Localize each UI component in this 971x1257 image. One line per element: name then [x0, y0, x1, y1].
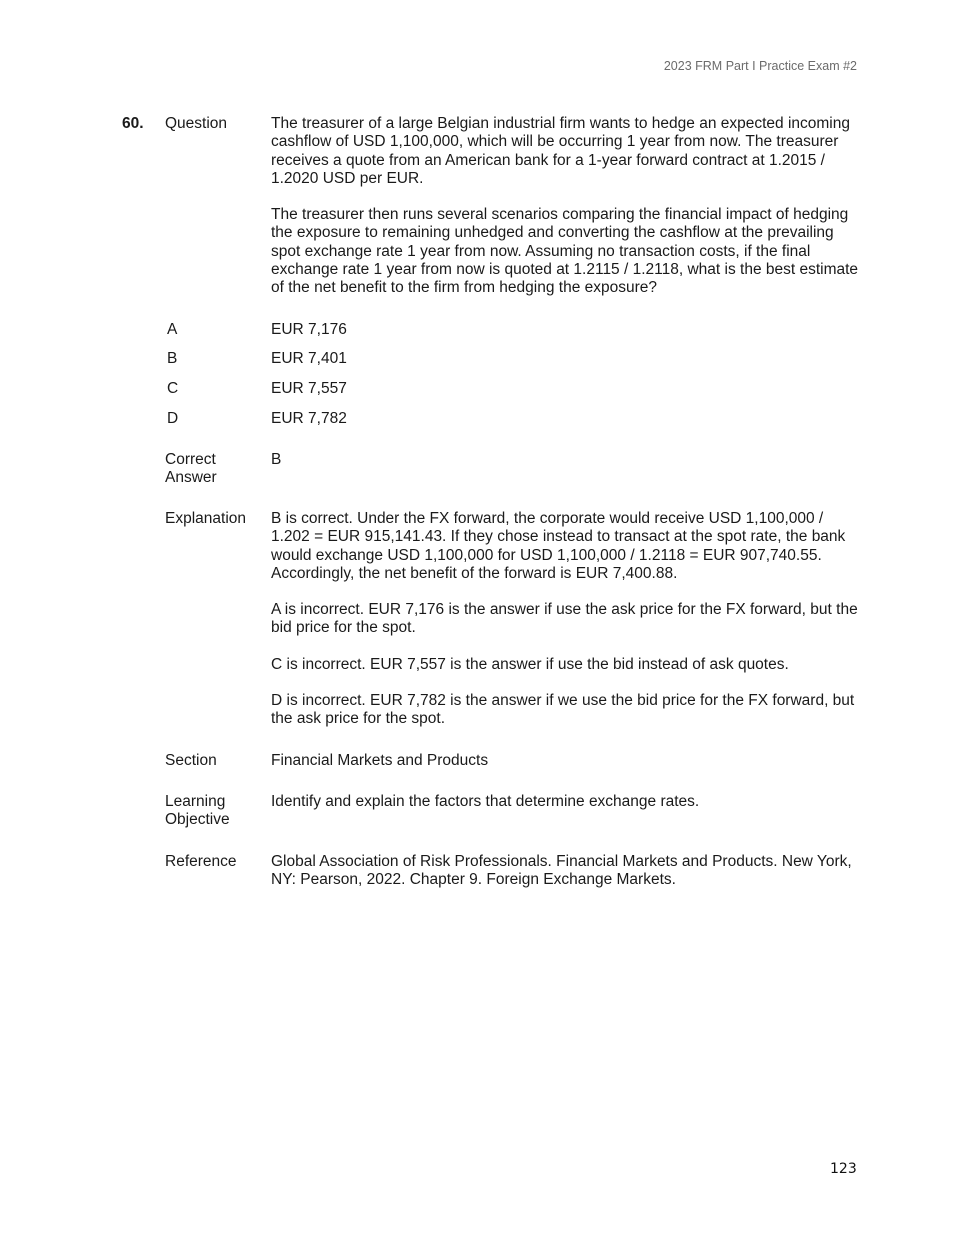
option-letter: B: [167, 350, 178, 367]
explanation-text: [271, 510, 865, 729]
option-text: EUR 7,557: [271, 380, 347, 397]
option-text: EUR 7,176: [271, 321, 347, 338]
reference-label: Reference: [165, 853, 237, 870]
reference-value: Global Association of Risk Professionals. Financial Markets and Products. New York, NY: Pearson, 2022. Chapter 9. Foreign Exchange Markets.: [271, 853, 852, 889]
explanation-paragraph: C is incorrect. EUR 7,557 is the answer if use the bid instead of ask quotes.: [271, 655, 789, 673]
option-letter: C: [167, 380, 179, 397]
option-letter: A: [167, 321, 178, 338]
question-text: [271, 115, 865, 298]
section-label: Section: [165, 752, 217, 769]
option-text: EUR 7,782: [271, 410, 347, 427]
question-paragraph: The treasurer of a large Belgian industrial firm wants to hedge an expected incoming cashflow of USD 1,100,000, which will be occurring 1 year from now. The treasurer receives a quote from an American bank for a 1-year forward contract at 1.2015 / 1.2020 USD per EUR.: [271, 115, 850, 187]
correct-answer-label: Correct Answer: [165, 451, 217, 487]
question-paragraph: The treasurer then runs several scenarios comparing the financial impact of hedging the exposure to remaining unhedged and converting the cashflow at the prevailing spot exchange rate 1 year from now. Assuming no transaction costs, if the final exchange rate 1 year from now is quoted at 1.2115 / 1.2118, what is the best estimate of the net benefit to the firm from hedging the exposure?: [271, 206, 859, 297]
section-value: Financial Markets and Products: [271, 752, 489, 769]
question-number: 60.: [122, 115, 144, 132]
question-label: Question: [165, 115, 228, 132]
learning-objective-value: Identify and explain the factors that determine exchange rates.: [271, 793, 700, 810]
option-text: EUR 7,401: [271, 350, 347, 367]
page-number: 123: [830, 1161, 857, 1177]
explanation-paragraph: A is incorrect. EUR 7,176 is the answer if use the ask price for the FX forward, but the bid price for the spot.: [271, 601, 858, 637]
running-header: 2023 FRM Part I Practice Exam #2: [663, 59, 857, 73]
explanation-paragraph: B is correct. Under the FX forward, the corporate would receive USD 1,100,000 / 1.202 = EUR 915,141.43. If they chose instead to transact at the spot rate, the bank would exchange USD 1,100,000 for USD 1,100,000 / 1.2118 = EUR 907,740.55. Accordingly, the net benefit of the forward is EUR 7,400.88.: [271, 510, 846, 582]
explanation-label: Explanation: [165, 510, 247, 527]
learning-objective-label: Learning Objective: [165, 793, 230, 829]
correct-answer-value: B: [271, 451, 282, 468]
explanation-paragraph: D is incorrect. EUR 7,782 is the answer if we use the bid price for the FX forward, but the ask price for the spot.: [271, 692, 855, 728]
option-letter: D: [167, 410, 179, 427]
